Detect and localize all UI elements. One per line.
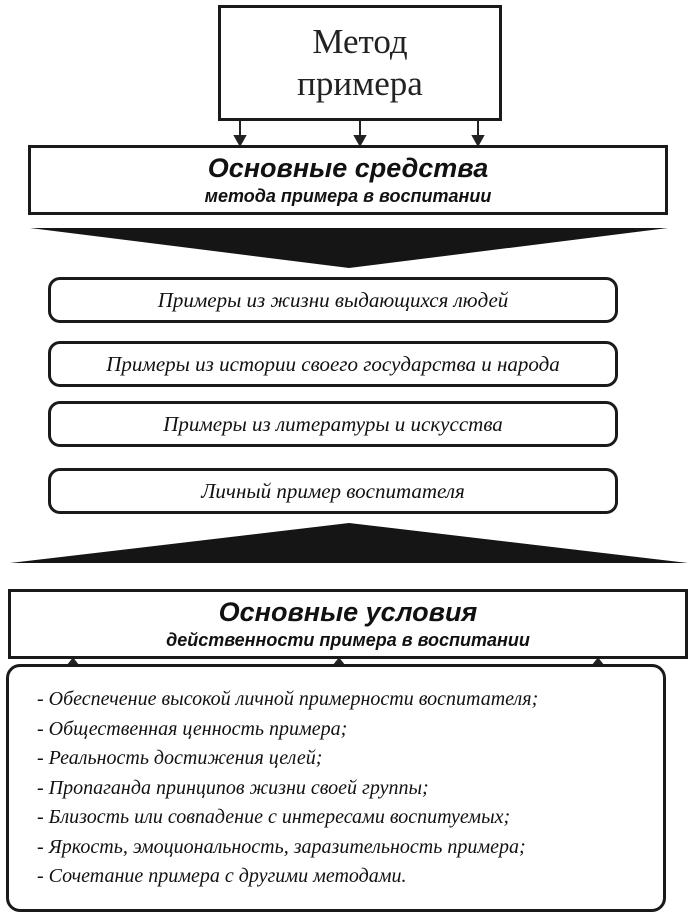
conditions-subtitle: действенности примера в воспитании (166, 629, 530, 650)
condition-item-5: - Близость или совпадение с интересами воспитуемых; (37, 806, 511, 828)
means-header (28, 145, 668, 215)
condition-item-6: - Яркость, эмоциональность, заразительность примера; (37, 835, 526, 858)
down-wedge (30, 228, 668, 268)
conditions-list (6, 664, 666, 912)
up-wedge (10, 523, 688, 563)
conditions-title: Основные условия (218, 596, 478, 627)
method-title-line1: Метод (312, 22, 408, 61)
condition-item-1: - Обеспечение высокой личной примерности воспитателя; (37, 688, 539, 710)
condition-item-3: - Реальность достижения целей; (37, 747, 323, 769)
method-title-line2: примера (297, 64, 423, 103)
means-item-1: Примеры из жизни выдающихся людей (48, 277, 618, 323)
condition-item-4: - Пропаганда принципов жизни своей группы; (37, 776, 429, 799)
conditions-header (8, 589, 688, 659)
means-item-3: Примеры из литературы и искусства (48, 401, 618, 447)
method-box (218, 5, 502, 121)
means-subtitle: метода примера в воспитании (204, 185, 492, 206)
means-item-2: Примеры из истории своего государства и народа (48, 341, 618, 387)
means-item-4: Личный пример воспитателя (48, 468, 618, 514)
top-connector-arrows (235, 121, 483, 145)
condition-item-2: - Общественная ценность примера; (37, 717, 348, 740)
means-title: Основные средства (207, 152, 489, 183)
condition-item-7: - Сочетание примера с другими методами. (37, 865, 407, 887)
